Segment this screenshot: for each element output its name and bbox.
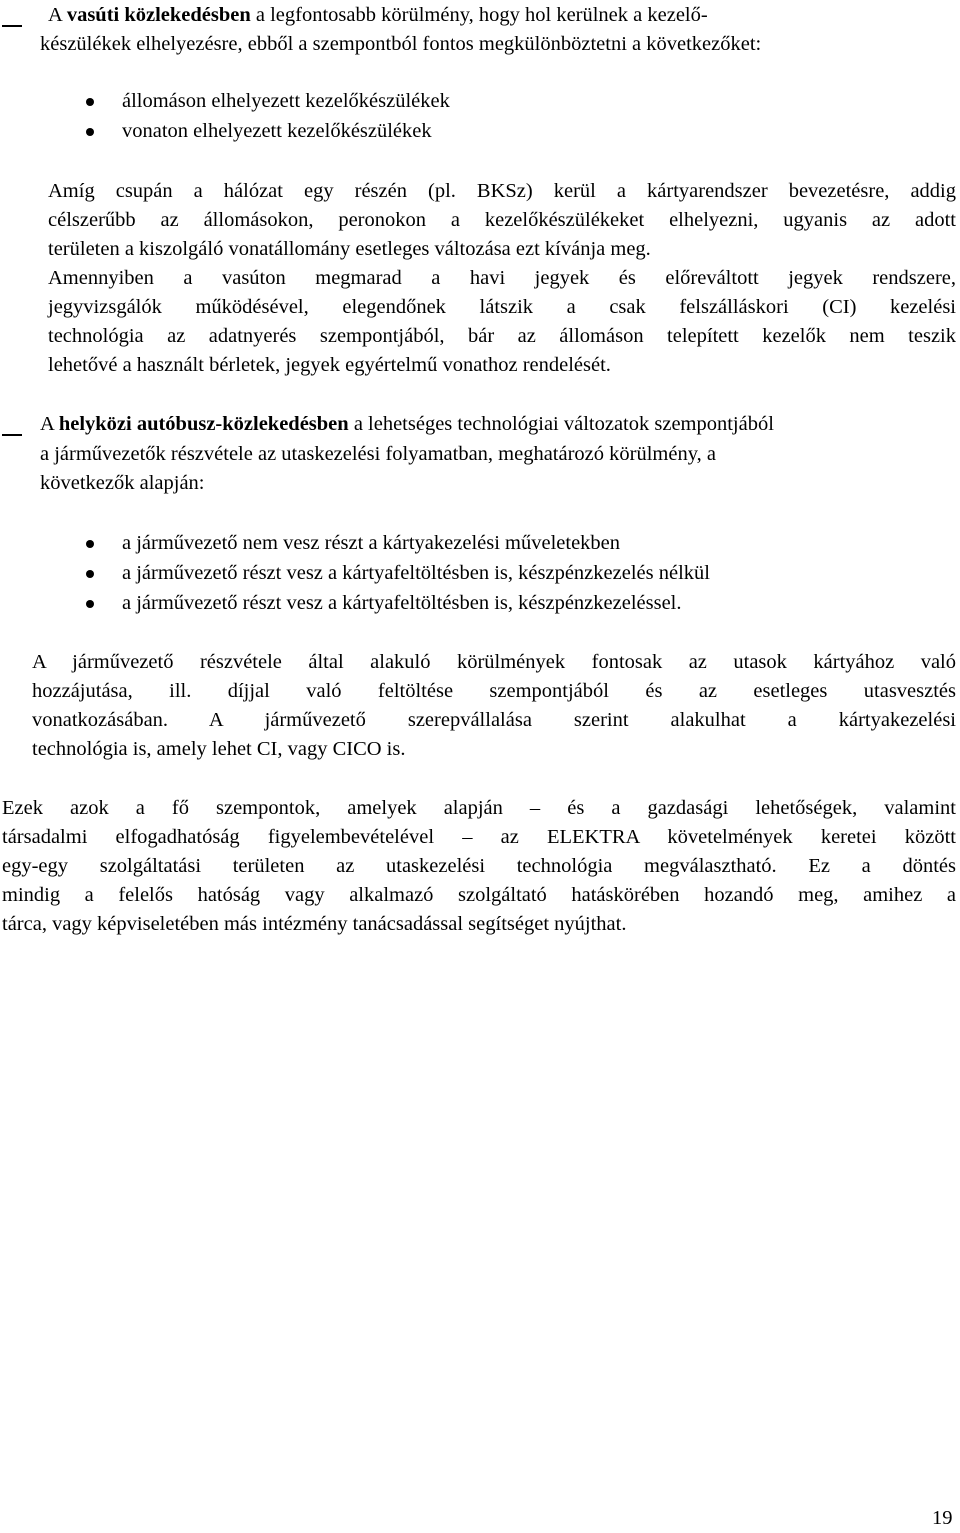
rail-dash-marker — [2, 25, 22, 27]
rail-bullet-1: állomáson elhelyezett kezelőkészülékek — [122, 90, 450, 112]
bullet-icon — [86, 600, 94, 608]
bus-bullet-2: a járművezető részt vesz a kártyafeltöltésben is, készpénzkezelés nélkül — [122, 562, 710, 584]
bus-para-line-3: vonatkozásában. A járművezető szerepvállalása szerint alakulhat a kártyakezelési — [32, 709, 956, 731]
bus-intro-bold: helyközi autóbusz-közlekedésben — [58, 413, 349, 435]
bus-bullet-3: a járművezető részt vesz a kártyafeltöltésben is, készpénzkezeléssel. — [122, 592, 682, 614]
bus-dash-marker — [2, 434, 22, 436]
conclusion-line-4: mindig a felelős hatóság vagy alkalmazó szolgáltató hatáskörében hozandó meg, amihez a — [2, 884, 956, 906]
rail-intro-line-1 — [48, 5, 708, 26]
conclusion-line-1: Ezek azok a fő szempontok, amelyek alapján – és a gazdasági lehetőségek, valamint — [2, 797, 956, 819]
rail-intro-line-2: készülékek elhelyezésre, ebből a szempontból fontos megkülönböztetni a következőket: — [40, 33, 762, 55]
bus-intro-post: a lehetséges technológiai változatok szempontjából — [348, 413, 774, 435]
bullet-icon — [86, 540, 94, 548]
rail-para2-line-1: Amennyiben a vasúton megmarad a havi jegyek és előreváltott jegyek rendszere, — [48, 267, 956, 289]
rail-intro-bold: vasúti közlekedésben — [66, 4, 251, 26]
rail-para1-line-1: Amíg csupán a hálózat egy részén (pl. BKSz) kerül a kártyarendszer bevezetésre, addig — [48, 180, 956, 202]
bus-para-line-2: hozzájutása, ill. díjjal való feltöltése szempontjából és az esetleges utasvesztés — [32, 680, 956, 702]
rail-para2-line-3: technológia az adatnyerés szempontjából, bár az állomáson telepített kezelők nem teszik — [48, 325, 956, 347]
rail-para1-line-2: célszerűbb az állomásokon, peronokon a kezelőkészülékeket elhelyezni, ugyanis az adott — [48, 209, 956, 231]
bus-intro-pre: A — [40, 413, 59, 435]
rail-para1-line-3: területen a kiszolgáló vonatállomány esetleges változása ezt kívánja meg. — [48, 238, 651, 260]
bus-para-line-4: technológia is, amely lehet CI, vagy CICO is. — [32, 738, 406, 760]
rail-intro-post: a legfontosabb körülmény, hogy hol kerülnek a kezelő- — [250, 4, 708, 26]
rail-intro-pre: A — [48, 4, 67, 26]
conclusion-line-5: tárca, vagy képviseletében más intézmény tanácsadással segítséget nyújthat. — [2, 913, 627, 935]
conclusion-line-2: társadalmi elfogadhatóság figyelembevételével – az ELEKTRA követelmények keretei között — [2, 826, 956, 848]
bus-intro-line-3: következők alapján: — [40, 472, 205, 494]
bullet-icon — [86, 570, 94, 578]
page-number: 19 — [932, 1507, 953, 1529]
bullet-icon — [86, 128, 94, 136]
conclusion-line-3: egy-egy szolgáltatási területen az utaskezelési technológia megválasztható. Ez a döntés — [2, 855, 956, 877]
rail-para2-line-2: jegyvizsgálók működésével, elegendőnek látszik a csak felszálláskori (CI) kezelési — [48, 296, 956, 318]
bus-intro-line-1 — [40, 414, 774, 435]
bus-bullet-1: a járművezető nem vesz részt a kártyakezelési műveletekben — [122, 532, 621, 554]
rail-para2-line-4: lehetővé a használt bérletek, jegyek egyértelmű vonathoz rendelését. — [48, 354, 611, 376]
bus-para-line-1: A járművezető részvétele által alakuló körülmények fontosak az utasok kártyához való — [32, 651, 956, 673]
bus-intro-line-2: a járművezetők részvétele az utaskezelési folyamatban, meghatározó körülmény, a — [40, 443, 716, 465]
rail-bullet-2: vonaton elhelyezett kezelőkészülékek — [122, 120, 432, 142]
bullet-icon — [86, 98, 94, 106]
